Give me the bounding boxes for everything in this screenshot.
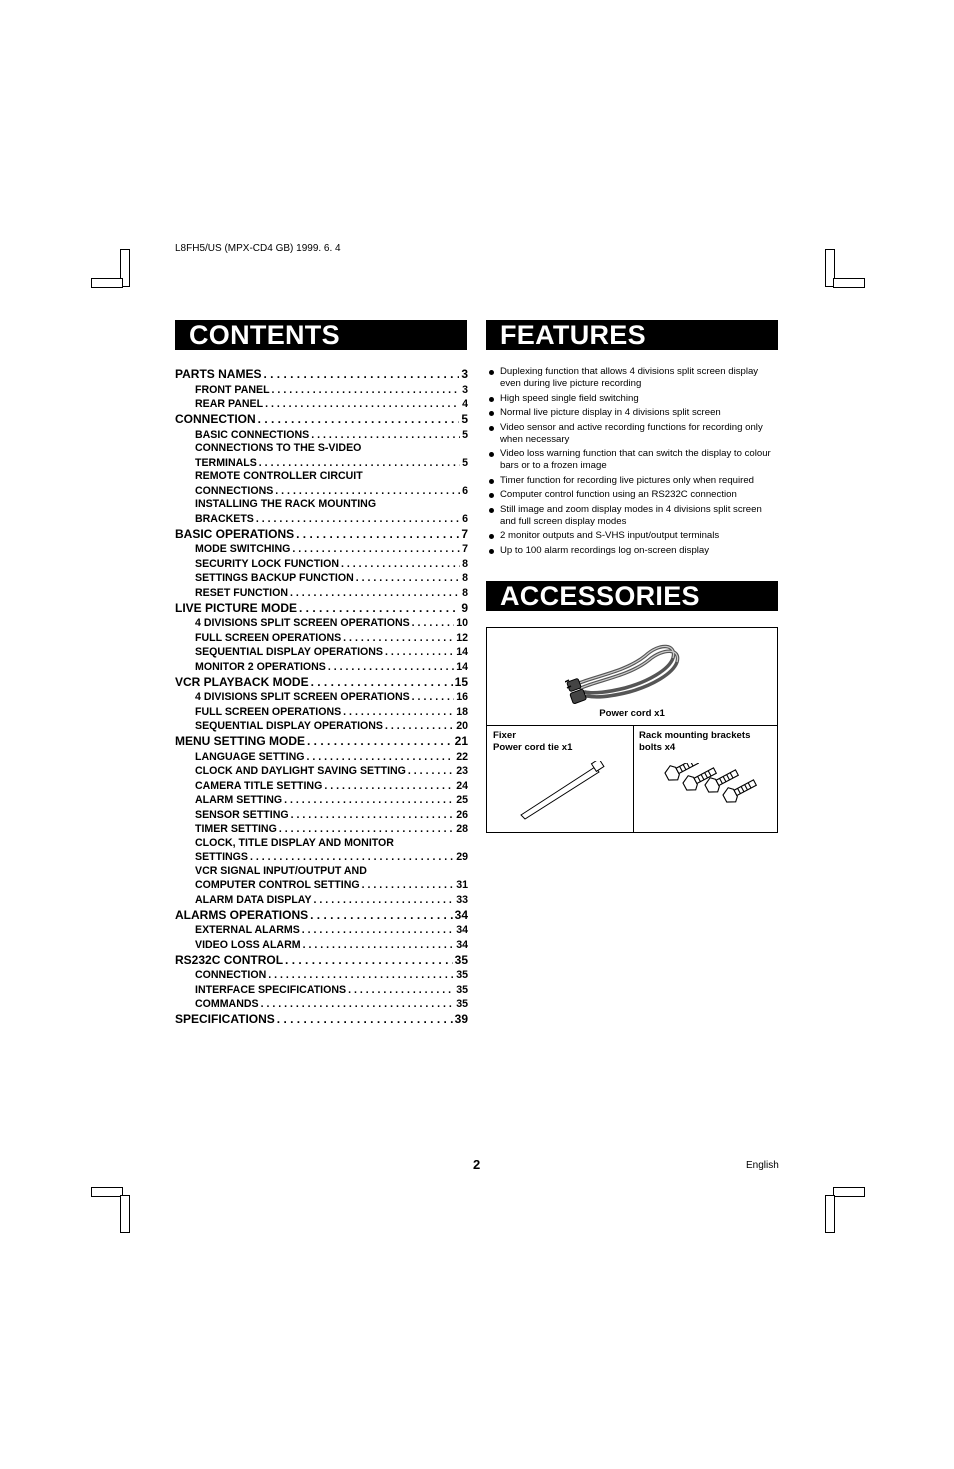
feature-item <box>488 407 778 419</box>
toc-label: INTERFACE SPECIFICATIONS <box>195 983 347 996</box>
fixer-label: Fixer <box>493 730 516 741</box>
feature-text: Video loss warning function that can switch the display to colour bars or to a frozen image <box>500 448 771 471</box>
toc-page-number: 35 <box>456 998 468 1010</box>
toc-section <box>175 1011 468 1026</box>
dot-leader <box>303 939 455 951</box>
feature-text: 2 monitor outputs and S-VHS input/output terminals <box>500 530 720 541</box>
toc-label: SETTINGS BACKUP FUNCTION <box>195 572 354 584</box>
dot-leader <box>250 851 454 863</box>
rack-brackets-label: Rack mounting brackets <box>639 730 751 741</box>
bullet-icon <box>489 493 494 498</box>
feature-text: Timer function for recording live pictures only when required <box>500 474 754 486</box>
toc-page-number: 34 <box>456 924 468 936</box>
toc-label: BASIC CONNECTIONS <box>195 428 310 441</box>
toc-entry <box>175 703 468 718</box>
toc-label: 4 DIVISIONS SPLIT SCREEN OPERATIONS <box>195 617 410 629</box>
toc-page-number: 12 <box>456 631 468 644</box>
page-number: 2 <box>473 1157 481 1172</box>
toc-page-number: 23 <box>456 765 468 777</box>
dot-leader <box>328 661 454 673</box>
toc-label: SPECIFICATIONS <box>175 1012 275 1026</box>
features-list <box>488 366 778 559</box>
toc-page-number: 7 <box>461 526 468 541</box>
dot-leader <box>311 675 453 689</box>
power-cord-icon <box>565 636 695 712</box>
toc-page-number: 29 <box>456 851 468 863</box>
toc-entry <box>175 644 468 659</box>
feature-text: Video sensor and active recording functions for recording only when necessary <box>500 421 763 445</box>
toc-label: FRONT PANEL <box>195 383 270 396</box>
bullet-icon <box>489 370 494 375</box>
dot-leader <box>341 558 460 570</box>
fixer-cell <box>487 725 634 832</box>
toc-page-number: 21 <box>454 734 468 748</box>
toc-label: REAR PANEL <box>195 398 264 410</box>
toc-entry <box>175 763 468 778</box>
feature-text: Up to 100 alarm recordings log on-screen display <box>500 544 710 556</box>
toc-page-number: 3 <box>462 383 468 396</box>
toc-page-number: 14 <box>456 660 468 673</box>
toc-label: CLOCK AND DAYLIGHT SAVING SETTING <box>195 765 406 777</box>
toc-entry <box>175 849 468 864</box>
feature-item <box>488 393 778 405</box>
toc-page-number: 22 <box>456 750 468 763</box>
feature-item <box>488 504 778 528</box>
toc-section <box>175 907 468 922</box>
toc-label: VCR SIGNAL INPUT/OUTPUT AND <box>195 864 367 877</box>
toc-section <box>175 600 468 615</box>
feature-text: High speed single field switching <box>500 392 639 404</box>
toc-label: SEQUENTIAL DISPLAY OPERATIONS <box>195 646 383 658</box>
toc-label: PARTS NAMES <box>175 367 262 381</box>
toc-entry <box>175 570 468 585</box>
toc-entry <box>175 967 468 982</box>
toc-section <box>175 526 468 541</box>
toc-section <box>175 674 468 689</box>
toc-entry <box>175 541 468 556</box>
dot-leader <box>263 367 459 381</box>
toc-page-number: 18 <box>456 705 468 718</box>
toc-entry <box>175 936 468 951</box>
toc-page-number: 28 <box>456 823 468 835</box>
toc-entry <box>175 748 468 763</box>
toc-page-number: 7 <box>462 543 468 555</box>
dot-leader <box>259 457 460 469</box>
dot-leader <box>306 751 454 763</box>
toc-entry <box>175 821 468 836</box>
toc-page-number: 35 <box>456 969 468 981</box>
toc-label: EXTERNAL ALARMS <box>195 924 300 936</box>
toc-label: BASIC OPERATIONS <box>175 526 295 541</box>
toc-label: ALARM DATA DISPLAY <box>195 893 312 906</box>
toc-label: LANGUAGE SETTING <box>195 750 305 763</box>
toc-page-number: 14 <box>456 646 468 658</box>
feature-item <box>488 422 778 446</box>
toc-page-number: 9 <box>461 600 468 615</box>
dot-leader <box>412 691 455 703</box>
feature-item <box>488 448 778 472</box>
toc-entry <box>175 555 468 570</box>
toc-entry <box>175 426 468 441</box>
bullet-icon <box>489 411 494 416</box>
toc-label: RS232C CONTROL <box>175 952 284 967</box>
toc-page-number: 10 <box>456 617 468 629</box>
toc-entry <box>175 806 468 821</box>
toc-label: SETTINGS <box>195 851 248 863</box>
dot-leader <box>324 780 454 792</box>
toc-entry <box>175 584 468 599</box>
toc-entry <box>175 629 468 644</box>
power-cord-label: Power cord x1 <box>599 708 665 719</box>
toc-page-number: 8 <box>462 557 468 570</box>
toc-label: FULL SCREEN OPERATIONS <box>195 631 342 644</box>
toc-page-number: 31 <box>456 879 468 891</box>
toc-label: LIVE PICTURE MODE <box>175 600 298 615</box>
dot-leader <box>258 412 460 426</box>
toc-page-number: 20 <box>456 720 468 732</box>
toc-page-number: 16 <box>456 691 468 703</box>
bolts-count-label: bolts x4 <box>639 742 676 753</box>
toc-entry <box>175 877 468 892</box>
toc-page-number: 5 <box>462 456 468 469</box>
toc-entry <box>175 863 468 877</box>
toc-page-number: 8 <box>462 572 468 584</box>
toc-entry <box>175 482 468 497</box>
dot-leader <box>261 998 455 1010</box>
dot-leader <box>275 485 460 497</box>
dot-leader <box>356 572 460 584</box>
toc-page-number: 6 <box>462 512 468 525</box>
dot-leader <box>362 879 455 891</box>
feature-text: Still image and zoom display modes in 4 divisions split screen and full screen display modes <box>500 503 762 527</box>
toc-label: MODE SWITCHING <box>195 543 291 555</box>
bullet-icon <box>489 534 494 539</box>
toc-label: CONNECTION <box>195 969 267 981</box>
toc-section <box>175 952 468 967</box>
toc-label: MONITOR 2 OPERATIONS <box>195 660 326 673</box>
toc-entry <box>175 510 468 525</box>
toc-page-number: 4 <box>462 398 468 410</box>
dot-leader <box>385 720 454 732</box>
dot-leader <box>343 706 454 718</box>
toc-label: VCR PLAYBACK MODE <box>175 674 309 689</box>
toc-label: SENSOR SETTING <box>195 808 289 821</box>
toc-entry <box>175 689 468 704</box>
toc-label: ALARMS OPERATIONS <box>175 907 309 922</box>
dot-leader <box>279 823 454 835</box>
toc-page-number: 5 <box>461 412 468 426</box>
dot-leader <box>385 646 454 658</box>
feature-text: Computer control function using an RS232C connection <box>500 489 737 500</box>
toc-label: SECURITY LOCK FUNCTION <box>195 557 339 570</box>
bullet-icon <box>489 426 494 431</box>
toc-page-number: 15 <box>454 674 468 689</box>
bullet-icon <box>489 479 494 484</box>
toc-entry <box>175 891 468 906</box>
toc-label: MENU SETTING MODE <box>175 734 306 748</box>
feature-text: Duplexing function that allows 4 divisions split screen display even during live picture recording <box>500 366 759 389</box>
dot-leader <box>284 794 454 806</box>
power-cord-cell <box>487 628 777 726</box>
feature-item <box>488 530 778 542</box>
bullet-icon <box>489 452 494 457</box>
feature-text: Normal live picture display in 4 divisions split screen <box>500 407 721 418</box>
toc-label: FULL SCREEN OPERATIONS <box>195 705 342 718</box>
feature-item <box>488 366 778 390</box>
dot-leader <box>291 809 455 821</box>
toc-label: CONNECTIONS <box>195 484 274 497</box>
toc-label: RESET FUNCTION <box>195 586 288 599</box>
toc-entry <box>175 381 468 396</box>
dot-leader <box>302 924 454 936</box>
toc-label: 4 DIVISIONS SPLIT SCREEN OPERATIONS <box>195 691 410 703</box>
rack-brackets-bolts-cell <box>633 725 778 832</box>
toc-entry <box>175 658 468 673</box>
toc-page-number: 34 <box>456 938 468 951</box>
dot-leader <box>311 429 460 441</box>
dot-leader <box>292 543 460 555</box>
dot-leader <box>343 632 454 644</box>
toc-entry <box>175 922 468 937</box>
toc-entry <box>175 497 468 511</box>
toc-label: BRACKETS <box>195 512 254 525</box>
document-code: L8FH5/US (MPX-CD4 GB) 1999. 6. 4 <box>175 243 341 254</box>
dot-leader <box>256 513 460 525</box>
toc-label: COMMANDS <box>195 998 259 1010</box>
toc-page-number: 8 <box>462 586 468 599</box>
toc-label: COMPUTER CONTROL SETTING <box>195 879 360 891</box>
toc-label: CONNECTION <box>175 412 256 426</box>
bullet-icon <box>489 508 494 513</box>
dot-leader <box>307 734 453 748</box>
toc-label: ALARM SETTING <box>195 794 283 806</box>
bullet-icon <box>489 549 494 554</box>
dot-leader <box>412 617 455 629</box>
toc-label: SEQUENTIAL DISPLAY OPERATIONS <box>195 720 383 732</box>
dot-leader <box>277 1012 453 1026</box>
toc-page-number: 6 <box>462 484 468 497</box>
dot-leader <box>299 601 459 615</box>
toc-page-number: 24 <box>456 779 468 792</box>
feature-item <box>488 545 778 557</box>
toc-page-number: 35 <box>456 983 468 996</box>
language-label: English <box>746 1160 779 1171</box>
toc-section <box>175 411 468 426</box>
toc-page-number: 3 <box>461 367 468 381</box>
toc-label: REMOTE CONTROLLER CIRCUIT <box>195 470 363 482</box>
toc-label: TERMINALS <box>195 456 257 469</box>
accessories-heading: ACCESSORIES <box>486 581 778 611</box>
power-cord-tie-label: Power cord tie x1 <box>493 742 573 753</box>
toc-label: VIDEO LOSS ALARM <box>195 938 301 951</box>
toc-label: CONNECTIONS TO THE S-VIDEO <box>195 442 362 454</box>
dot-leader <box>290 587 460 599</box>
dot-leader <box>314 894 455 906</box>
dot-leader <box>268 969 454 981</box>
toc-label: CLOCK, TITLE DISPLAY AND MONITOR <box>195 836 394 849</box>
dot-leader <box>265 398 460 410</box>
accessories-box <box>486 627 778 833</box>
toc-page-number: 26 <box>456 808 468 821</box>
toc-entry <box>175 835 468 849</box>
toc-section <box>175 733 468 748</box>
toc-entry <box>175 792 468 807</box>
feature-item <box>488 489 778 501</box>
bullet-icon <box>489 397 494 402</box>
features-heading: FEATURES <box>486 320 778 350</box>
cable-tie-icon <box>517 761 617 821</box>
toc-label: INSTALLING THE RACK MOUNTING <box>195 498 377 510</box>
toc-label: CAMERA TITLE SETTING <box>195 779 323 792</box>
dot-leader <box>310 908 453 922</box>
table-of-contents <box>175 365 468 1026</box>
toc-entry <box>175 469 468 483</box>
toc-entry <box>175 718 468 733</box>
toc-entry <box>175 996 468 1011</box>
toc-page-number: 33 <box>456 893 468 906</box>
toc-entry <box>175 441 468 455</box>
toc-page-number: 5 <box>462 428 468 441</box>
toc-page-number: 25 <box>456 794 468 806</box>
toc-label: TIMER SETTING <box>195 823 277 835</box>
dot-leader <box>272 384 461 396</box>
toc-entry <box>175 777 468 792</box>
dot-leader <box>285 953 453 967</box>
dot-leader <box>348 984 454 996</box>
toc-page-number: 35 <box>454 952 468 967</box>
toc-page-number: 34 <box>454 907 468 922</box>
bolts-icon <box>659 763 759 813</box>
toc-page-number: 39 <box>454 1012 468 1026</box>
toc-entry <box>175 396 468 411</box>
toc-entry <box>175 615 468 630</box>
contents-heading: CONTENTS <box>175 320 467 350</box>
dot-leader <box>408 765 454 777</box>
toc-entry <box>175 981 468 996</box>
toc-section <box>175 366 468 381</box>
toc-entry <box>175 454 468 469</box>
feature-item <box>488 475 778 487</box>
dot-leader <box>296 527 459 541</box>
